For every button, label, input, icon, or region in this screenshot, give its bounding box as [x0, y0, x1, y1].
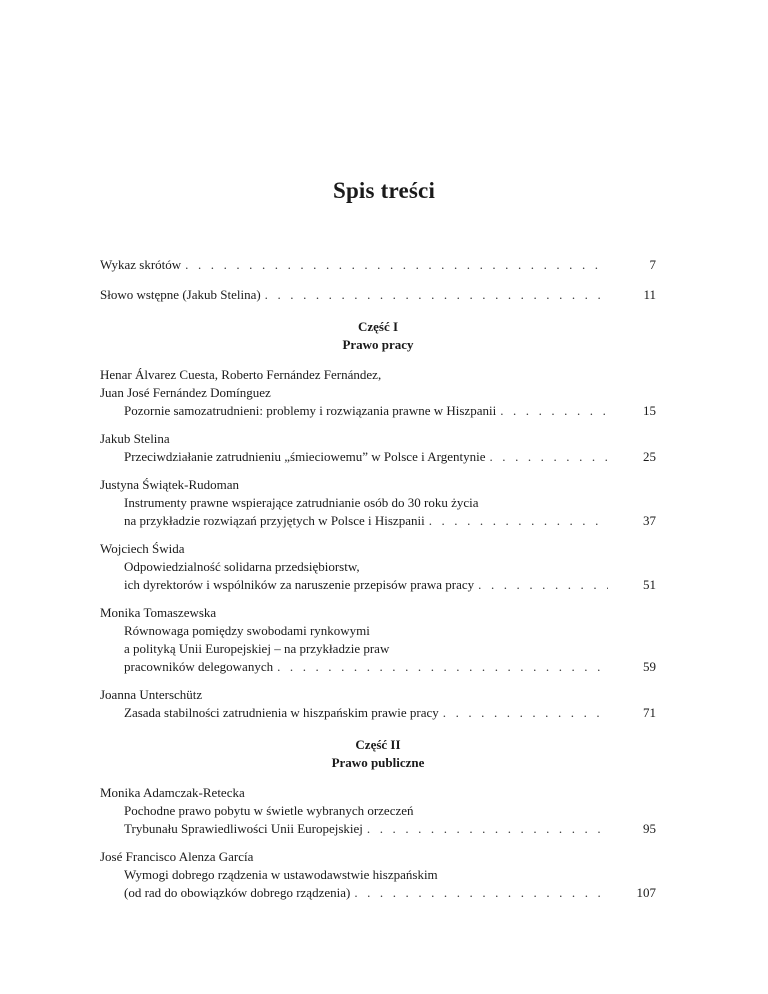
page-number: 95 — [643, 821, 656, 836]
entry-title: Wykaz skrótów — [100, 257, 182, 272]
entry-author: Joanna Unterschütz — [100, 687, 203, 702]
page-number: 107 — [636, 885, 656, 900]
part-heading — [100, 318, 656, 354]
page-number: 37 — [643, 513, 656, 528]
front-matter-entry — [100, 286, 656, 304]
entry-author: Monika Tomaszewska — [100, 605, 217, 620]
toc-entry — [100, 784, 656, 838]
entry-title-line: a polityką Unii Europejskiej – na przykładzie praw — [124, 641, 390, 656]
entry-title-line: Odpowiedzialność solidarna przedsiębiorstw, — [124, 559, 360, 574]
front-matter-entry — [100, 256, 656, 274]
part-label: Część II — [355, 737, 401, 752]
toc-line — [100, 820, 656, 838]
entry-title: (od rad do obowiązków dobrego rządzenia) — [124, 885, 351, 900]
dot-leader — [354, 884, 608, 902]
entry-title: Słowo wstępne (Jakub Stelina) — [100, 287, 261, 302]
toc-line — [100, 884, 656, 902]
toc-entry — [100, 476, 656, 530]
dot-leader — [443, 704, 608, 722]
dot-leader — [185, 256, 608, 274]
part-label: Część I — [357, 319, 399, 334]
page-number: 71 — [643, 705, 656, 720]
entry-author: Wojciech Świda — [100, 541, 185, 556]
entry-title-line: Pochodne prawo pobytu w świetle wybranych orzeczeń — [124, 803, 414, 818]
toc-entry — [100, 686, 656, 722]
page-number: 15 — [643, 403, 656, 418]
entry-title: Przeciwdziałanie zatrudnieniu „śmieciowemu” w Polsce i Argentynie — [124, 449, 486, 464]
dot-leader — [277, 658, 608, 676]
toc-entry — [100, 540, 656, 594]
dot-leader — [367, 820, 608, 838]
toc-line — [100, 256, 656, 274]
toc-entry — [100, 430, 656, 466]
entry-title: na przykładzie rozwiązań przyjętych w Polsce i Hiszpanii — [124, 513, 425, 528]
page-number: 11 — [643, 287, 656, 302]
page-number: 51 — [643, 577, 656, 592]
toc-line — [100, 704, 656, 722]
entry-title: pracowników delegowanych — [124, 659, 274, 674]
entry-author: Jakub Stelina — [100, 431, 170, 446]
toc-line — [100, 576, 656, 594]
toc-line — [100, 658, 656, 676]
entry-author: Monika Adamczak-Retecka — [100, 785, 245, 800]
dot-leader — [489, 448, 608, 466]
part-heading — [100, 736, 656, 772]
page-number: 25 — [643, 449, 656, 464]
entry-title: Zasada stabilności zatrudnienia w hiszpańskim prawie pracy — [124, 705, 439, 720]
page-number: 7 — [649, 257, 656, 272]
entry-title: Pozornie samozatrudnieni: problemy i rozwiązania prawne w Hiszpanii — [124, 403, 497, 418]
dot-leader — [265, 286, 608, 304]
entry-title: Trybunału Sprawiedliwości Unii Europejskiej — [124, 821, 363, 836]
entry-title: ich dyrektorów i wspólników za naruszenie przepisów prawa pracy — [124, 577, 475, 592]
toc-line — [100, 286, 656, 304]
toc-entry — [100, 366, 656, 420]
entry-title-line: Równowaga pomiędzy swobodami rynkowymi — [124, 623, 370, 638]
table-of-contents — [100, 256, 656, 912]
entry-author: Juan José Fernández Domínguez — [100, 385, 271, 400]
toc-entry — [100, 604, 656, 676]
entry-author: José Francisco Alenza García — [100, 849, 254, 864]
page-number: 59 — [643, 659, 656, 674]
dot-leader — [478, 576, 608, 594]
part-title: Prawo publiczne — [331, 755, 425, 770]
toc-line — [100, 448, 656, 466]
entry-title-line: Instrumenty prawne wspierające zatrudnianie osób do 30 roku życia — [124, 495, 479, 510]
entry-author: Henar Álvarez Cuesta, Roberto Fernández Fernández, — [100, 367, 382, 382]
entry-title-line: Wymogi dobrego rządzenia w ustawodawstwie hiszpańskim — [124, 867, 438, 882]
toc-line — [100, 512, 656, 530]
page-title: Spis treści — [332, 178, 436, 203]
dot-leader — [429, 512, 608, 530]
toc-line — [100, 402, 656, 420]
toc-entry — [100, 848, 656, 902]
entry-author: Justyna Świątek-Rudoman — [100, 477, 240, 492]
dot-leader — [500, 402, 608, 420]
part-title: Prawo pracy — [342, 337, 414, 352]
